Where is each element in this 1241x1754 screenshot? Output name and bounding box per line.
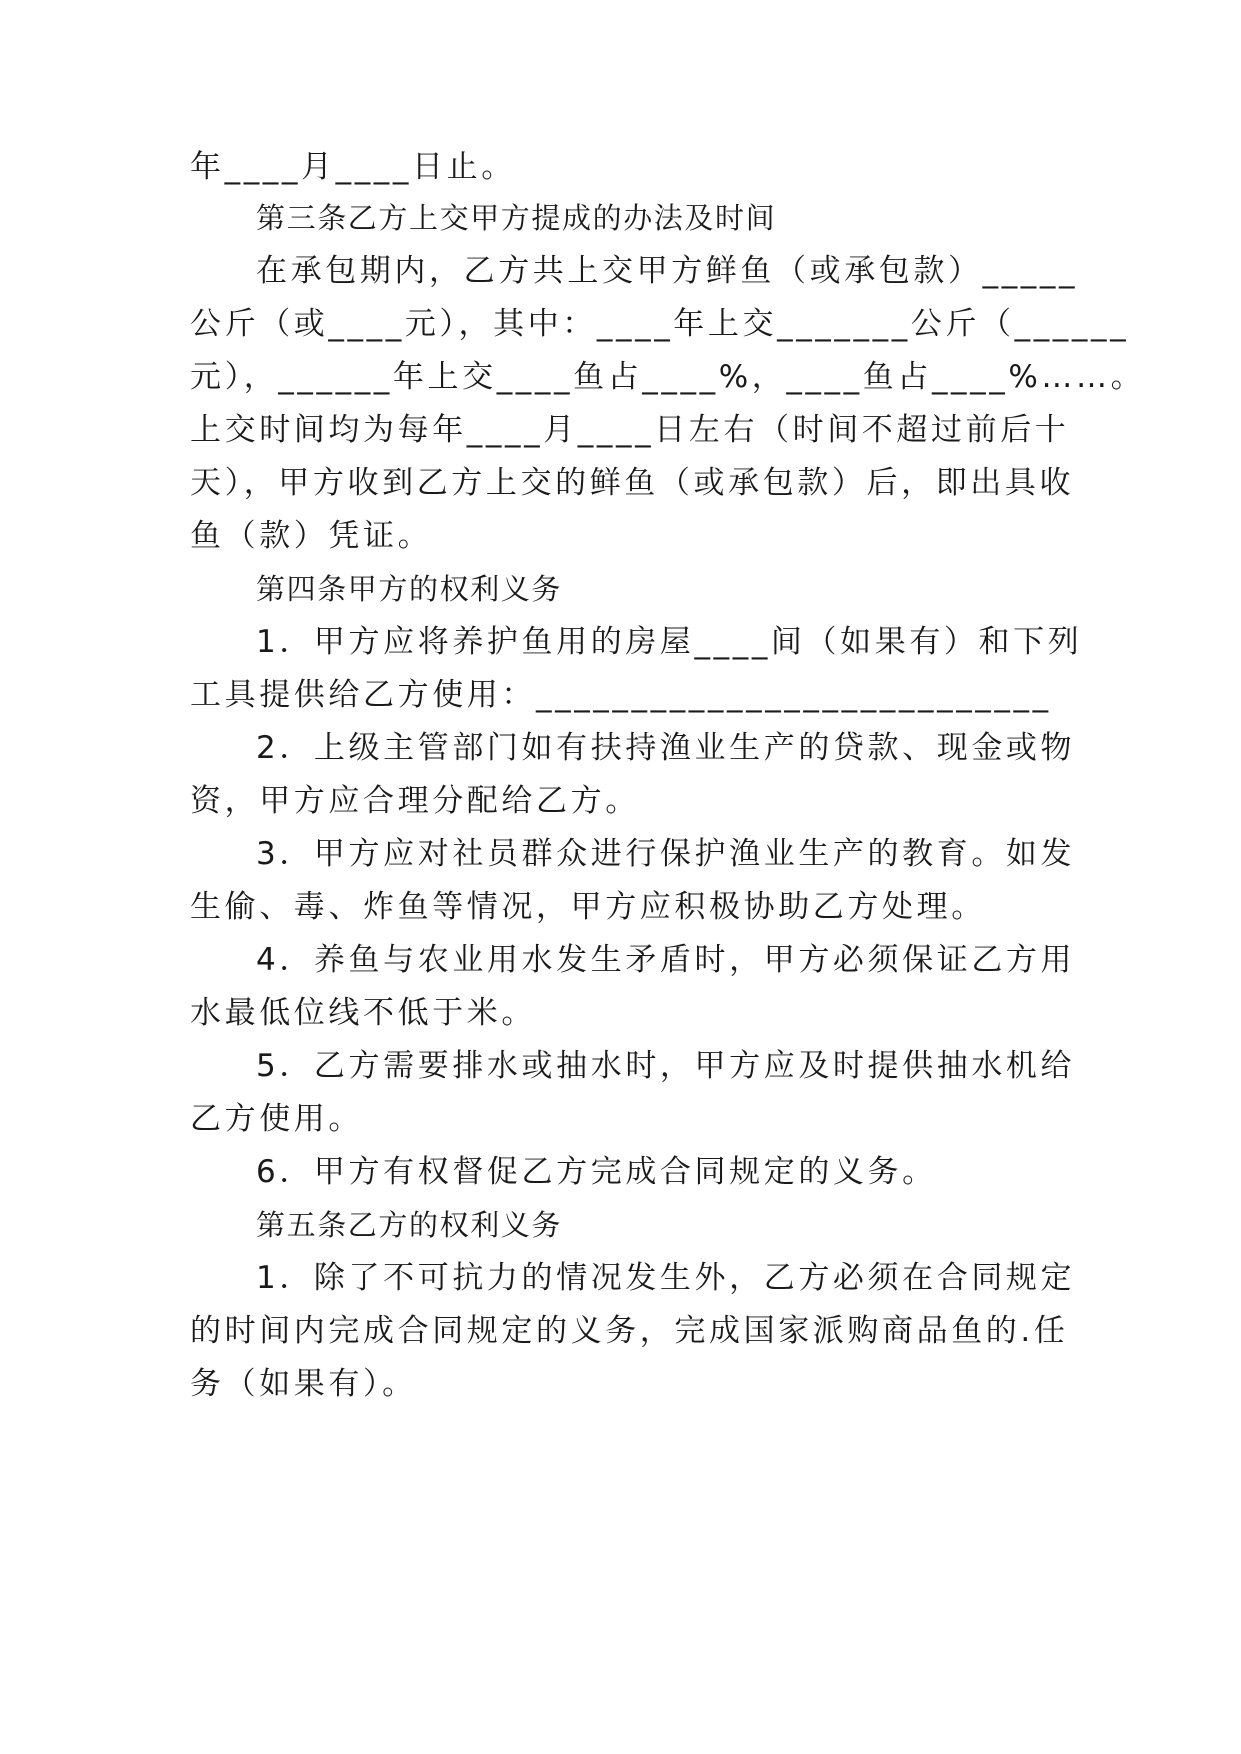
- text-line: 工具提供给乙方使用：___________________________: [190, 677, 1052, 713]
- section-heading-5: 第五条乙方的权利义务: [256, 1208, 563, 1242]
- text-line: 生偷、毒、炸鱼等情况，甲方应积极协助乙方处理。: [190, 889, 986, 925]
- text-line: 水最低位线不低于米。: [190, 995, 536, 1031]
- text-line: 年____月____日止。: [190, 149, 516, 185]
- text-line: 6．甲方有权督促乙方完成合同规定的义务。: [256, 1154, 937, 1190]
- text-line: 4．养鱼与农业用水发生矛盾时，甲方必须保证乙方用: [256, 942, 1076, 978]
- section-heading-4: 第四条甲方的权利义务: [256, 572, 563, 606]
- text-line: 鱼（款）凭证。: [190, 518, 433, 554]
- text-line: 2．上级主管部门如有扶持渔业生产的贷款、现金或物: [256, 730, 1076, 766]
- section-heading-3: 第三条乙方上交甲方提成的办法及时间: [256, 201, 777, 235]
- text-line: 天），甲方收到乙方上交的鲜鱼（或承包款）后，即出具收: [190, 465, 1075, 501]
- text-line: 在承包期内，乙方共上交甲方鲜鱼（或承包款）_____: [256, 253, 1079, 289]
- text-line: 元），______年上交____鱼占____%，____鱼占____%……。: [190, 359, 1146, 395]
- text-line: 的时间内完成合同规定的义务，完成国家派购商品鱼的.任: [190, 1313, 1069, 1349]
- text-line: 3．甲方应对社员群众进行保护渔业生产的教育。如发: [256, 836, 1076, 872]
- text-line: 上交时间均为每年____月____日左右（时间不超过前后十: [190, 412, 1070, 448]
- text-line: 5．乙方需要排水或抽水时，甲方应及时提供抽水机给: [256, 1048, 1076, 1084]
- text-line: 1．甲方应将养护鱼用的房屋____间（如果有）和下列: [256, 624, 1083, 660]
- text-line: 乙方使用。: [190, 1101, 363, 1137]
- text-line: 资，甲方应合理分配给乙方。: [190, 783, 640, 819]
- text-line: 务（如果有）。: [190, 1366, 417, 1402]
- text-line: 公斤（或____元），其中：____年上交_______公斤（______: [190, 306, 1130, 342]
- text-line: 1．除了不可抗力的情况发生外，乙方必须在合同规定: [256, 1260, 1076, 1296]
